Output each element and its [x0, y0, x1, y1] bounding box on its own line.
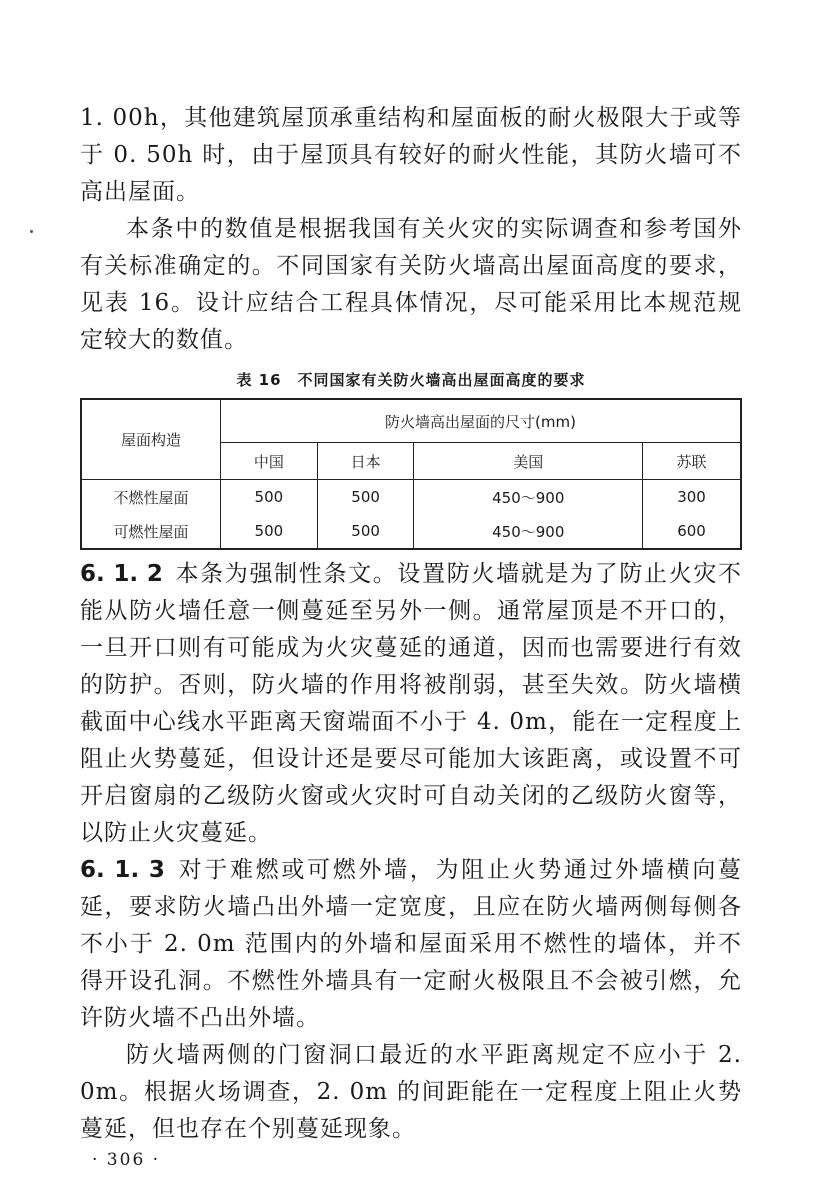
- table-caption: 表 16 不同国家有关防火墙高出屋面高度的要求: [236, 371, 586, 389]
- table-row: [81, 514, 741, 549]
- table-cell: 450～900: [414, 514, 643, 549]
- clause-number: 6. 1. 3: [80, 857, 165, 883]
- table-cell: 500: [317, 480, 414, 515]
- clause-6-1-2: [80, 556, 742, 852]
- table-row: [81, 480, 741, 515]
- row-label: 可燃性屋面: [81, 514, 221, 549]
- document-page: [80, 100, 742, 1148]
- clause-text: 对于难燃或可燃外墙，为阻止火势通过外墙横向蔓延，要求防火墙凸出外墙一定宽度，且应在防火墙两侧每侧各不小于 2. 0m 范围内的外墙和屋面采用不燃性的墙体，并不得开设孔洞。不燃性外墙具有一定耐火极限且不会被引燃，允许防火墙不凸出外墙。: [80, 857, 742, 1031]
- height-requirements-table: [80, 398, 742, 550]
- row-label: 不燃性屋面: [81, 480, 221, 515]
- clause-6-1-3: [80, 852, 742, 1037]
- table-cell: 500: [317, 514, 414, 549]
- column-header-ussr: 苏联: [643, 443, 741, 480]
- column-header-china: 中国: [221, 443, 318, 480]
- paragraph-door-window-distance: 防火墙两侧的门窗洞口最近的水平距离规定不应小于 2. 0m。根据火场调查，2. 0m 的间距能在一定程度上阻止火势蔓延，但也存在个别蔓延现象。: [80, 1042, 742, 1142]
- column-header-japan: 日本: [317, 443, 414, 480]
- column-header-usa: 美国: [414, 443, 643, 480]
- row-header-roof-construction: 屋面构造: [81, 399, 221, 480]
- clause-text: 本条为强制性条文。设置防火墙就是为了防止火灾不能从防火墙任意一侧蔓延至另外一侧。通常屋顶是不开口的，一旦开口则有可能成为火灾蔓延的通道，因而也需要进行有效的防护。否则，防火墙的作用将被削弱，甚至失效。防火墙横截面中心线水平距离天窗端面不小于 4. 0m，能在一定程度上阻止火势蔓延，但设计还是要尽可能加大该距离，或设置不可开启窗扇的乙级防火窗或火灾时可自动关闭的乙级防火窗等，以防止火灾蔓延。: [80, 561, 743, 846]
- table-cell: 500: [221, 480, 318, 515]
- table-cell: 600: [643, 514, 741, 549]
- page-number: · 306 ·: [92, 1150, 161, 1170]
- table-cell: 500: [221, 514, 318, 549]
- table-cell: 300: [643, 480, 741, 515]
- scan-speck: [30, 230, 33, 233]
- paragraph-standards: 本条中的数值是根据我国有关火灾的实际调查和参考国外有关标准确定的。不同国家有关防火墙高出屋面高度的要求，见表 16。设计应结合工程具体情况，尽可能采用比本规范规定较大的数值。: [80, 216, 742, 353]
- clause-number: 6. 1. 2: [80, 561, 163, 587]
- paragraph-continued: 1. 00h，其他建筑屋顶承重结构和屋面板的耐火极限大于或等于 0. 50h 时，由于屋顶具有较好的耐火性能，其防火墙可不高出屋面。: [80, 105, 742, 205]
- group-header-height: 防火墙高出屋面的尺寸(mm): [221, 399, 742, 443]
- table-cell: 450～900: [414, 480, 643, 515]
